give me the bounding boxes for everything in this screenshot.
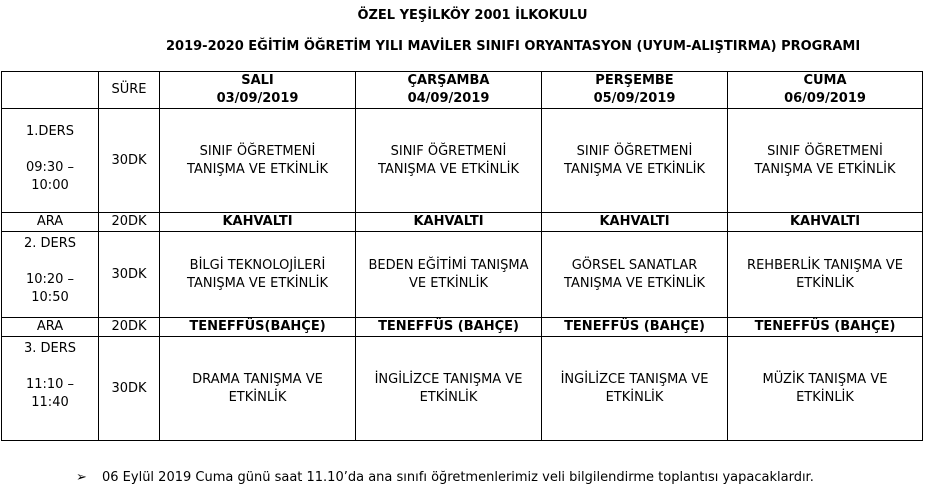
school-name: ÖZEL YEŞİLKÖY 2001 İLKOKULU (357, 8, 588, 23)
break-cell: TENEFFÜS (BAHÇE) (356, 318, 542, 337)
day-date: 05/09/2019 (593, 91, 676, 106)
lesson-cell-line: TANIŞMA VE ETKİNLİK (187, 275, 328, 291)
lesson-cell-line: SINIF ÖĞRETMENİ (767, 143, 883, 159)
break-label: ARA (2, 318, 99, 337)
note-text: 06 Eylül 2019 Cuma günü saat 11.10’da ana sınıfı öğretmenlerimiz veli bilgilendirme toplantısı yapacaklardır. (102, 470, 814, 485)
lesson-cell-line: SINIF ÖĞRETMENİ (390, 143, 507, 159)
day-name: CUMA (803, 73, 847, 88)
day-name: ÇARŞAMBA (407, 73, 490, 88)
lesson-cell-line: TANIŞMA VE ETKİNLİK (564, 161, 705, 177)
lesson-time-end: 10:50 (31, 290, 69, 305)
lesson-label-cell (2, 232, 99, 318)
lesson-cell (160, 109, 356, 213)
lesson-cell-line: BİLGİ TEKNOLOJİLERİ (189, 257, 326, 273)
lesson-cell-line: İNGİLİZCE TANIŞMA VE (560, 371, 709, 387)
lesson-label: 2. DERS (23, 236, 77, 251)
lesson-cell (356, 109, 542, 213)
note-line (76, 470, 814, 485)
schedule-table (1, 71, 923, 441)
lesson-cell (542, 232, 728, 318)
header-empty-cell (2, 72, 99, 109)
lesson-cell-line: İNGİLİZCE TANIŞMA VE (374, 371, 523, 387)
lesson-duration: 30DK (99, 232, 160, 318)
lesson-cell-line: TANIŞMA VE ETKİNLİK (378, 161, 519, 177)
break-cell: TENEFFÜS (BAHÇE) (728, 318, 923, 337)
break-cell: TENEFFÜS(BAHÇE) (160, 318, 356, 337)
lesson-duration: 30DK (99, 109, 160, 213)
lesson-cell-line: ETKİNLİK (228, 389, 287, 405)
lesson-cell (542, 337, 728, 441)
lesson-cell-line: TANIŞMA VE ETKİNLİK (754, 161, 896, 177)
lesson-label: 1.DERS (26, 124, 74, 139)
lesson-cell (728, 109, 923, 213)
lesson-cell (356, 337, 542, 441)
day-date: 04/09/2019 (407, 91, 490, 106)
lesson-row-3 (2, 337, 923, 441)
lesson-cell-line: ETKİNLİK (419, 389, 478, 405)
lesson-cell (356, 232, 542, 318)
program-title: 2019-2020 EĞİTİM ÖĞRETİM YILI MAVİLER SINIFI ORYANTASYON (UYUM-ALIŞTIRMA) PROGRAMI (166, 39, 861, 54)
day-header-friday (728, 72, 923, 109)
break-row-1 (2, 213, 923, 232)
lesson-cell-line: MÜZİK TANIŞMA VE (762, 371, 888, 387)
lesson-time-end: 10:00 (31, 178, 69, 193)
lesson-row-1 (2, 109, 923, 213)
lesson-label-cell (2, 109, 99, 213)
break-cell: KAHVALTI (728, 213, 923, 232)
lesson-cell-line: REHBERLİK TANIŞMA VE (747, 257, 903, 273)
lesson-cell (728, 337, 923, 441)
break-duration: 20DK (99, 318, 160, 337)
lesson-time-start: 09:30 – (25, 160, 75, 175)
break-cell: TENEFFÜS (BAHÇE) (542, 318, 728, 337)
day-header-thursday (542, 72, 728, 109)
lesson-cell-line: VE ETKİNLİK (408, 275, 489, 291)
duration-header: SÜRE (99, 72, 160, 109)
lesson-time-start: 10:20 – (25, 272, 75, 287)
lesson-cell-line: BEDEN EĞİTİMİ TANIŞMA (368, 257, 529, 273)
lesson-cell-line: SINIF ÖĞRETMENİ (199, 143, 316, 159)
lesson-cell-line: ETKİNLİK (796, 275, 854, 291)
lesson-label-cell (2, 337, 99, 441)
break-row-2 (2, 318, 923, 337)
lesson-time-end: 11:40 (31, 395, 69, 410)
break-cell: KAHVALTI (542, 213, 728, 232)
lesson-cell (542, 109, 728, 213)
lesson-time-start: 11:10 – (25, 377, 75, 392)
break-cell: KAHVALTI (356, 213, 542, 232)
break-label: ARA (2, 213, 99, 232)
lesson-duration: 30DK (99, 337, 160, 441)
day-name: SALI (241, 73, 274, 88)
day-header-tuesday (160, 72, 356, 109)
lesson-cell-line: TANIŞMA VE ETKİNLİK (564, 275, 705, 291)
table-header-row (2, 72, 923, 109)
day-name: PERŞEMBE (595, 73, 674, 88)
lesson-cell-line: ETKİNLİK (605, 389, 664, 405)
lesson-cell-line: ETKİNLİK (796, 389, 854, 405)
lesson-cell (160, 337, 356, 441)
break-cell: KAHVALTI (160, 213, 356, 232)
lesson-cell (728, 232, 923, 318)
lesson-cell-line: DRAMA TANIŞMA VE (192, 371, 323, 387)
lesson-cell-line: TANIŞMA VE ETKİNLİK (187, 161, 328, 177)
lesson-cell-line: SINIF ÖĞRETMENİ (576, 143, 693, 159)
lesson-label: 3. DERS (23, 341, 77, 356)
arrow-bullet-icon: ➢ (76, 470, 87, 485)
lesson-cell-line: GÖRSEL SANATLAR (571, 257, 698, 273)
day-date: 06/09/2019 (784, 91, 866, 106)
day-header-wednesday (356, 72, 542, 109)
day-date: 03/09/2019 (216, 91, 299, 106)
break-duration: 20DK (99, 213, 160, 232)
lesson-row-2 (2, 232, 923, 318)
lesson-cell (160, 232, 356, 318)
